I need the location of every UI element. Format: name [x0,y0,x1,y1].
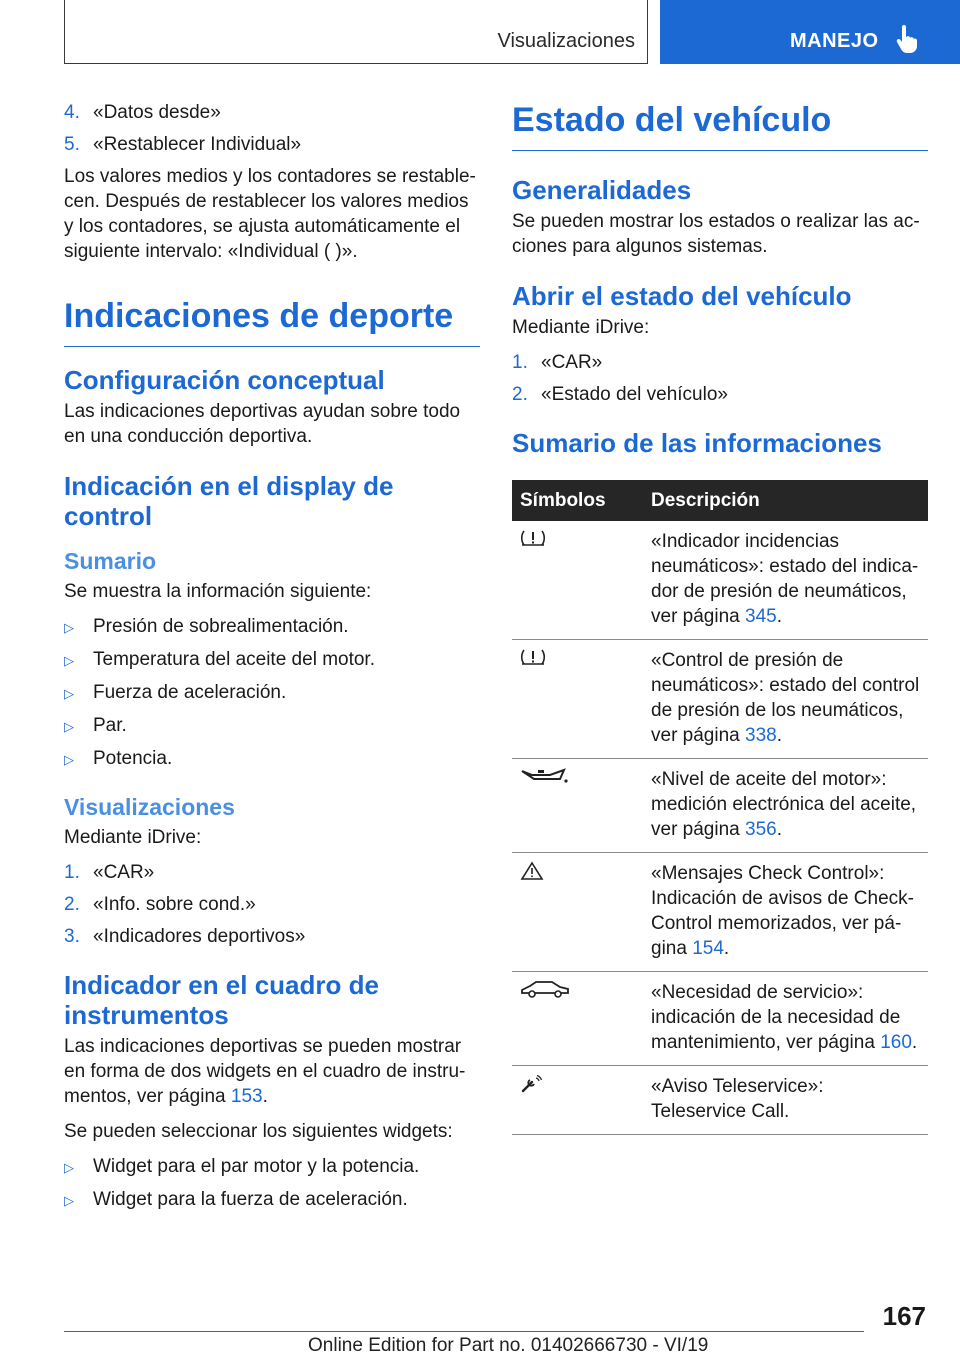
bullet-triangle-icon: ▷ [64,1160,74,1175]
row-text: «Control de presión de neumáticos»: estado del control de presión de los neumáticos, ver página [651,650,920,746]
cluster-text: Las indicaciones deportivas se pueden mostrar en forma de dos widgets en el cuadro de instrumentos, ver página [64,1036,466,1107]
heading-control-display: Indicación en el display de control [64,471,394,531]
heading-vehicle-status: Estado del vehículo [512,100,928,151]
table-row [512,521,928,640]
heading-summary: Sumario [64,548,157,574]
bullet-triangle-icon: ▷ [64,686,74,701]
heading-concept: Configuración conceptual [64,365,385,395]
right-column [512,100,928,1135]
list-item [64,746,480,772]
row-text: «Necesidad de servicio»: indicación de la necesidad de mantenimiento, ver página [651,982,901,1053]
bullet-triangle-icon: ▷ [64,1193,74,1208]
list-text: Fuerza de aceleración. [93,682,287,703]
list-number: 1. [64,862,80,883]
header-section-title: Visualizaciones [497,30,635,52]
page-number: 167 [882,1301,926,1331]
list-number: 4. [64,102,80,123]
list-item [64,1187,480,1213]
cluster-text-end: . [262,1086,268,1107]
row-text: «Mensajes Check Control»: Indicación de avisos de Check-Control memorizados, ver página [651,863,914,959]
list-number: 1. [512,352,528,373]
list-item [64,680,480,706]
list-item [512,350,928,375]
general-paragraph: Se pueden mostrar los estados o realizar las acciones para algunos sistemas. [512,211,920,257]
row-description [643,972,928,1066]
hand-pointer-icon [896,24,918,59]
heading-general: Generalidades [512,175,692,205]
bullet-triangle-icon: ▷ [64,719,74,734]
list-item [512,382,928,407]
row-text-end: . [723,938,730,959]
table-row [512,640,928,759]
tire-pressure-control-icon [512,640,643,759]
list-text: Widget para el par motor y la potencia. [93,1156,420,1177]
row-text-end: . [776,725,782,746]
info-table [512,480,928,1135]
row-description [643,759,928,853]
list-text: «Restablecer Individual» [93,134,302,155]
edition-line: Online Edition for Part no. 01402666730 - VI/19 [308,1335,709,1356]
list-number: 3. [64,926,80,947]
idrive-paragraph-right: Mediante iDrive: [512,317,650,338]
list-text: «Indicadores deportivos» [93,926,306,947]
row-text-end: . [776,606,782,627]
header-section-box [64,0,648,64]
car-service-icon [512,972,643,1066]
header-chapter-tab[interactable] [660,0,960,64]
row-description [643,521,928,640]
row-description [643,1066,928,1135]
list-text: «CAR» [93,862,155,883]
page-link-345[interactable]: 345 [745,606,777,627]
table-row [512,853,928,972]
page-link-153[interactable]: 153 [230,1086,263,1107]
widgets-paragraph: Se pueden seleccionar los siguientes widgets: [64,1121,453,1142]
col-symbols-header: Símbolos [512,480,643,521]
list-text: «Estado del vehículo» [541,384,728,405]
list-text: Temperatura del aceite del motor. [93,649,375,670]
left-column [64,100,480,1220]
row-description [643,640,928,759]
row-text-end: . [776,819,782,840]
warning-triangle-icon [512,853,643,972]
list-item [64,892,480,917]
row-text-end: . [911,1032,918,1053]
table-row [512,972,928,1066]
list-item [64,132,480,157]
list-text: «Datos desde» [93,102,221,123]
list-item [64,713,480,739]
tire-pressure-warning-icon [512,521,643,640]
table-header-row [512,480,928,521]
cluster-paragraph [64,1034,480,1109]
idrive-paragraph: Mediante iDrive: [64,827,202,848]
bullet-triangle-icon: ▷ [64,653,74,668]
row-text: «Aviso Teleservice»: Teleservice Call. [651,1076,824,1122]
oil-can-icon [512,759,643,853]
teleservice-wrench-icon [512,1066,643,1135]
list-text: Widget para la fuerza de aceleración. [93,1189,408,1210]
reset-paragraph: Los valores medios y los contadores se restablecen. Después de restablecer los valores medios y los contadores, se ajusta automáticamente el siguiente intervalo: «Individual ( )». [64,166,476,262]
summary-paragraph: Se muestra la información siguiente: [64,581,372,602]
list-number: 2. [64,894,80,915]
row-description [643,853,928,972]
page-link-338[interactable]: 338 [745,725,777,746]
list-number: 5. [64,134,80,155]
list-item [64,924,480,949]
list-text: «CAR» [541,352,603,373]
table-row [512,759,928,853]
list-item [64,100,480,125]
bullet-triangle-icon: ▷ [64,752,74,767]
heading-open-status: Abrir el estado del vehículo [512,281,852,311]
list-text: Presión de sobrealimentación. [93,616,349,637]
page-link-160[interactable]: 160 [880,1032,912,1053]
list-item [64,1154,480,1180]
table-row [512,1066,928,1135]
list-item [64,860,480,885]
list-number: 2. [512,384,528,405]
list-item [64,614,480,640]
list-text: «Info. sobre cond.» [93,894,256,915]
bullet-triangle-icon: ▷ [64,620,74,635]
heading-sport-indications: Indicaciones de deporte [64,296,480,347]
header-chapter-label: MANEJO [790,30,879,52]
page-link-356[interactable]: 356 [745,819,777,840]
footer-divider [64,1331,864,1332]
row-text: «Indicador incidencias neumáticos»: estado del indicador de presión de neumáticos, ver página [651,531,919,627]
list-text: Potencia. [93,748,173,769]
concept-paragraph: Las indicaciones deportivas ayudan sobre todo en una conducción deportiva. [64,401,461,447]
page-link-154[interactable]: 154 [692,938,724,959]
row-text: «Nivel de aceite del motor»: medición electrónica del aceite, ver página [651,769,917,840]
heading-info-summary: Sumario de las informaciones [512,428,882,458]
list-item [64,647,480,673]
list-text: Par. [93,715,127,736]
heading-instrument-cluster: Indicador en el cuadro de instrumentos [64,970,379,1030]
col-description-header: Descripción [643,480,928,521]
heading-visualizations: Visualizaciones [64,794,235,820]
